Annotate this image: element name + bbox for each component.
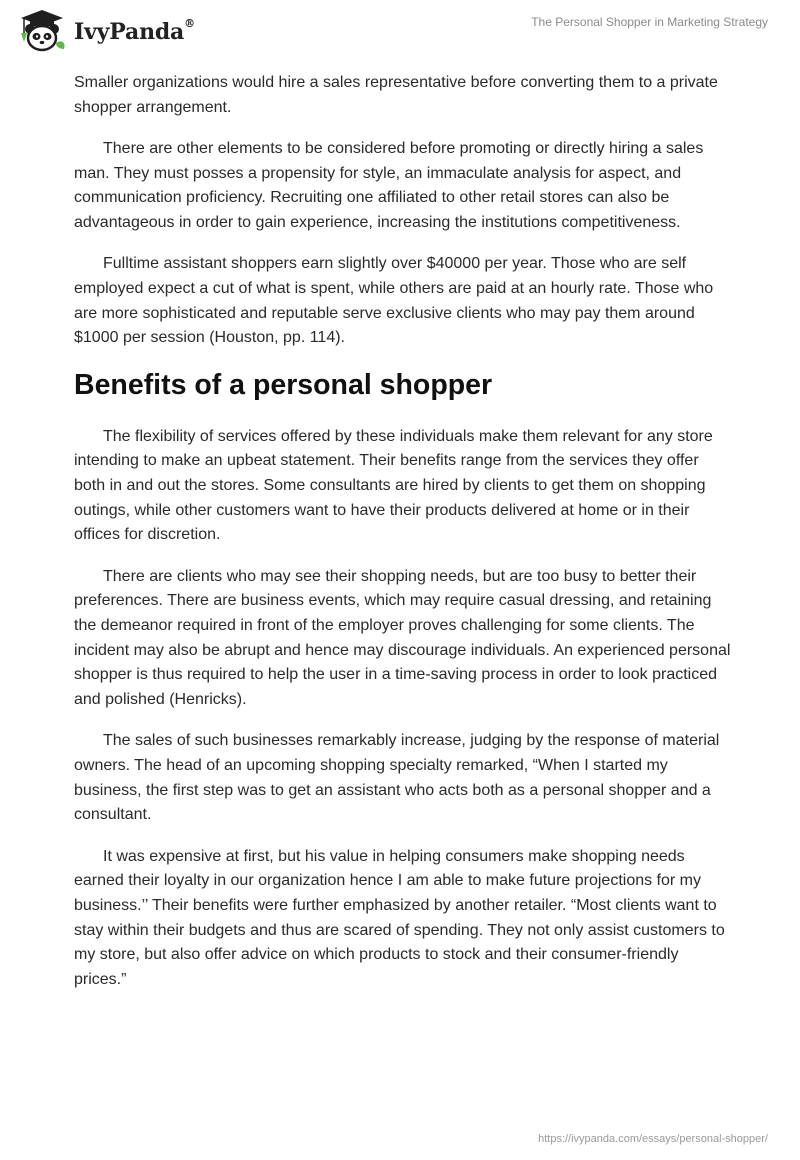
source-url[interactable]: https://ivypanda.com/essays/personal-shopper/ [538,1133,768,1145]
registered-mark: ® [184,17,195,30]
page-header [0,0,800,60]
brand-name-text: IvyPanda [74,19,185,45]
paragraph-sales-increase: The sales of such businesses remarkably increase, judging by the response of material owners. The head of an upcoming shopping specialty remarked, “When I started my business, the first step was to get an assistant who acts both as a personal shopper and a consultant. [74,732,720,824]
section-heading: Benefits of a personal shopper [74,368,493,401]
brand-name [74,19,195,45]
paragraph-expensive-at-first: It was expensive at first, but his value in helping consumers make shopping needs earned their loyalty in our organization hence I am able to make future projections for my business.’’ Their benefits were further emphasized by another retailer. “Most clients want to stay within their budgets and thus are scared of spending. They not only assist customers to my store, but also offer advice on which products to stock and their consumer-friendly prices.” [74,847,725,989]
paragraph-hiring-elements: There are other elements to be considered before promoting or directly hiring a sales man. They must posses a propensity for style, an immaculate analysis for aspect, and communication proficiency. Recruiting one affiliated to other retail stores can also be advantageous in order to gain experience, increasing the institutions competitiveness. [74,139,704,232]
paragraph-earnings: Fulltime assistant shoppers earn slightly over $40000 per year. Those who are self employed expect a cut of what is spent, while others are paid at an hourly rate. Those who are more sophisticated and reputable serve exclusive clients who may pay them around $1000 per session (Houston, pp. 114). [74,255,714,347]
paragraph-flexibility: The flexibility of services offered by these individuals make them relevant for any store intending to make an upbeat statement. Their benefits range from the services they offer both in and out the stores. Some consultants are hired by clients to get them on shopping outings, while other customers want to have their products delivered at home or in their offices for discretion. [74,427,713,544]
document-title: The Personal Shopper in Marketing Strategy [531,15,768,29]
paragraph-busy-clients: There are clients who may see their shopping needs, but are too busy to better their preferences. There are business events, which may require casual dressing, and retaining the demeanor required in front of the employer proves challenging for some clients. The incident may also be abrupt and hence may discourage individuals. An experienced personal shopper is thus required to help the user in a time-saving process in order to look practiced and polished (Henricks). [74,567,731,709]
panda-graduate-icon [16,9,68,53]
paragraph-intro: Smaller organizations would hire a sales representative before converting them to a private shopper arrangement. [74,74,718,116]
article-body [74,71,734,1009]
ivypanda-logo[interactable] [16,9,195,53]
